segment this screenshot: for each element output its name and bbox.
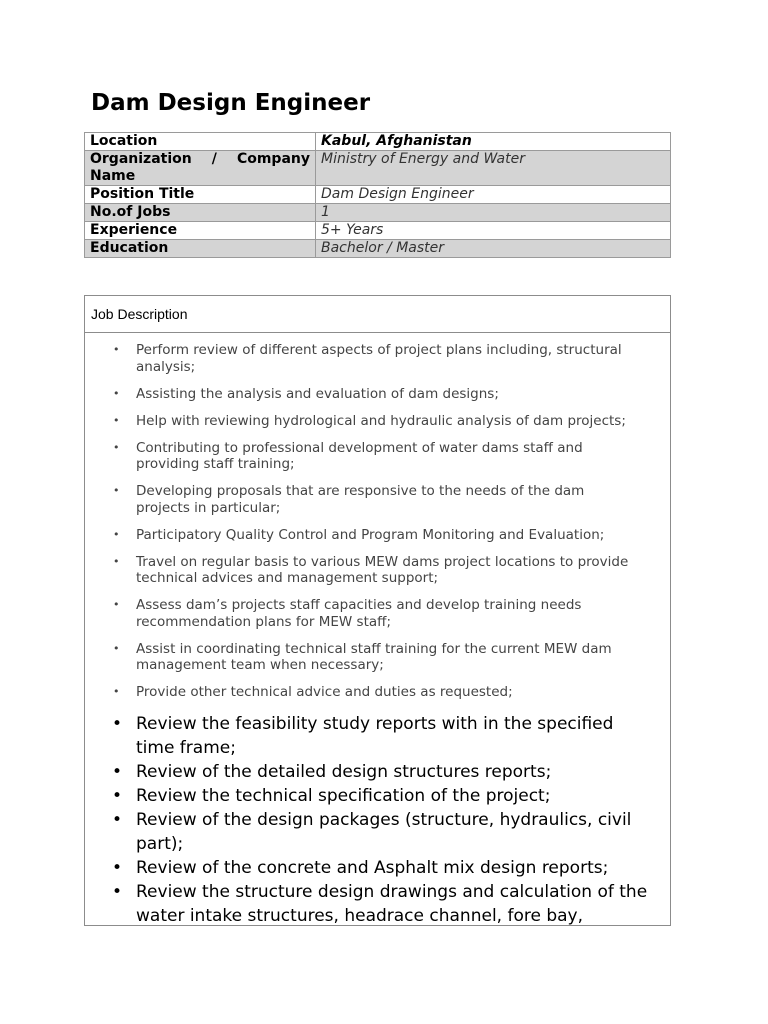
table-row (85, 204, 671, 222)
organization-label-word2: Company (236, 151, 310, 167)
organization-value: Ministry of Energy and Water (316, 151, 671, 186)
bullet-icon: • (113, 386, 120, 400)
duty-item-text: Contributing to professional development of water dams staff and providing staff training; (136, 439, 583, 472)
table-row (85, 133, 671, 151)
duty-item-text: Developing proposals that are responsive to the needs of the dam projects in particular; (136, 483, 585, 516)
bullet-icon: • (113, 484, 120, 497)
bullet-icon: • (112, 786, 123, 806)
education-label: Education (85, 240, 316, 258)
review-item-text: Review of the design packages (structure, hydraulics, civil part); (136, 810, 632, 854)
location-label: Location (85, 133, 316, 151)
page-title: Dam Design Engineer (91, 90, 371, 116)
bullet-icon: • (113, 641, 120, 655)
review-item (85, 760, 670, 784)
table-row (85, 222, 671, 240)
position-title-value: Dam Design Engineer (316, 186, 671, 204)
duty-item-text: Assisting the analysis and evaluation of dam designs; (136, 385, 499, 402)
duty-item (85, 554, 670, 587)
review-item (85, 712, 670, 760)
duty-item (85, 684, 670, 701)
bullet-icon: • (112, 858, 123, 878)
duty-item (85, 597, 670, 630)
job-description-box (84, 295, 671, 926)
table-row (85, 240, 671, 258)
bullet-icon: • (113, 440, 120, 454)
bullet-icon: • (113, 527, 120, 541)
job-description-heading: Job Description (85, 296, 670, 333)
duty-item-text: Participatory Quality Control and Program Monitoring and Evaluation; (136, 526, 605, 543)
bullet-icon: • (113, 413, 120, 427)
bullet-icon: • (113, 685, 120, 698)
duties-list (85, 342, 670, 711)
bullet-icon: • (112, 714, 123, 734)
table-row (85, 186, 671, 204)
table-row (85, 151, 671, 186)
review-item (85, 880, 670, 926)
duty-item (85, 386, 670, 403)
job-info-table (84, 132, 671, 258)
jobs-count-label: No.of Jobs (85, 204, 316, 222)
review-item (85, 856, 670, 880)
review-item (85, 808, 670, 856)
jobs-count-value: 1 (316, 204, 671, 222)
review-item-text: Review the technical specification of the project; (136, 786, 551, 806)
organization-label-word1: Organization (90, 151, 192, 167)
experience-label: Experience (85, 222, 316, 240)
organization-label-line2: Name (90, 168, 136, 184)
bullet-icon: • (112, 762, 123, 782)
duty-item (85, 527, 670, 544)
duty-item-text: Provide other technical advice and duties as requested; (136, 684, 513, 700)
experience-value: 5+ Years (316, 222, 671, 240)
duty-item (85, 483, 670, 516)
review-item (85, 784, 670, 808)
duty-item (85, 413, 670, 430)
bullet-icon: • (112, 810, 123, 830)
duty-item (85, 342, 670, 375)
bullet-icon: • (113, 343, 120, 356)
bullet-icon: • (112, 882, 123, 902)
organization-label (85, 151, 316, 186)
location-value: Kabul, Afghanistan (316, 133, 671, 151)
duty-item-text: Perform review of different aspects of project plans including, structural analysis; (136, 342, 622, 375)
bullet-icon: • (113, 554, 120, 568)
education-value: Bachelor / Master (316, 240, 671, 258)
duty-item-text: Assist in coordinating technical staff training for the current MEW dam management team when necessary; (136, 640, 612, 673)
review-item-text: Review the feasibility study reports with in the specified time frame; (136, 714, 614, 758)
duty-item (85, 641, 670, 674)
review-item-text: Review the structure design drawings and calculation of the water intake structures, headrace channel, fore bay, (136, 882, 648, 926)
duty-item-text: Travel on regular basis to various MEW dams project locations to provide technical advices and management support; (136, 553, 629, 586)
duty-item (85, 440, 670, 473)
position-title-label: Position Title (85, 186, 316, 204)
review-list (85, 712, 670, 926)
duty-item-text: Assess dam’s projects staff capacities and develop training needs recommendation plans for MEW staff; (136, 597, 582, 630)
bullet-icon: • (113, 598, 120, 611)
review-item-text: Review of the concrete and Asphalt mix design reports; (136, 858, 609, 878)
review-item-text: Review of the detailed design structures reports; (136, 762, 552, 782)
organization-label-slash: / (211, 151, 217, 167)
duty-item-text: Help with reviewing hydrological and hydraulic analysis of dam projects; (136, 412, 626, 429)
